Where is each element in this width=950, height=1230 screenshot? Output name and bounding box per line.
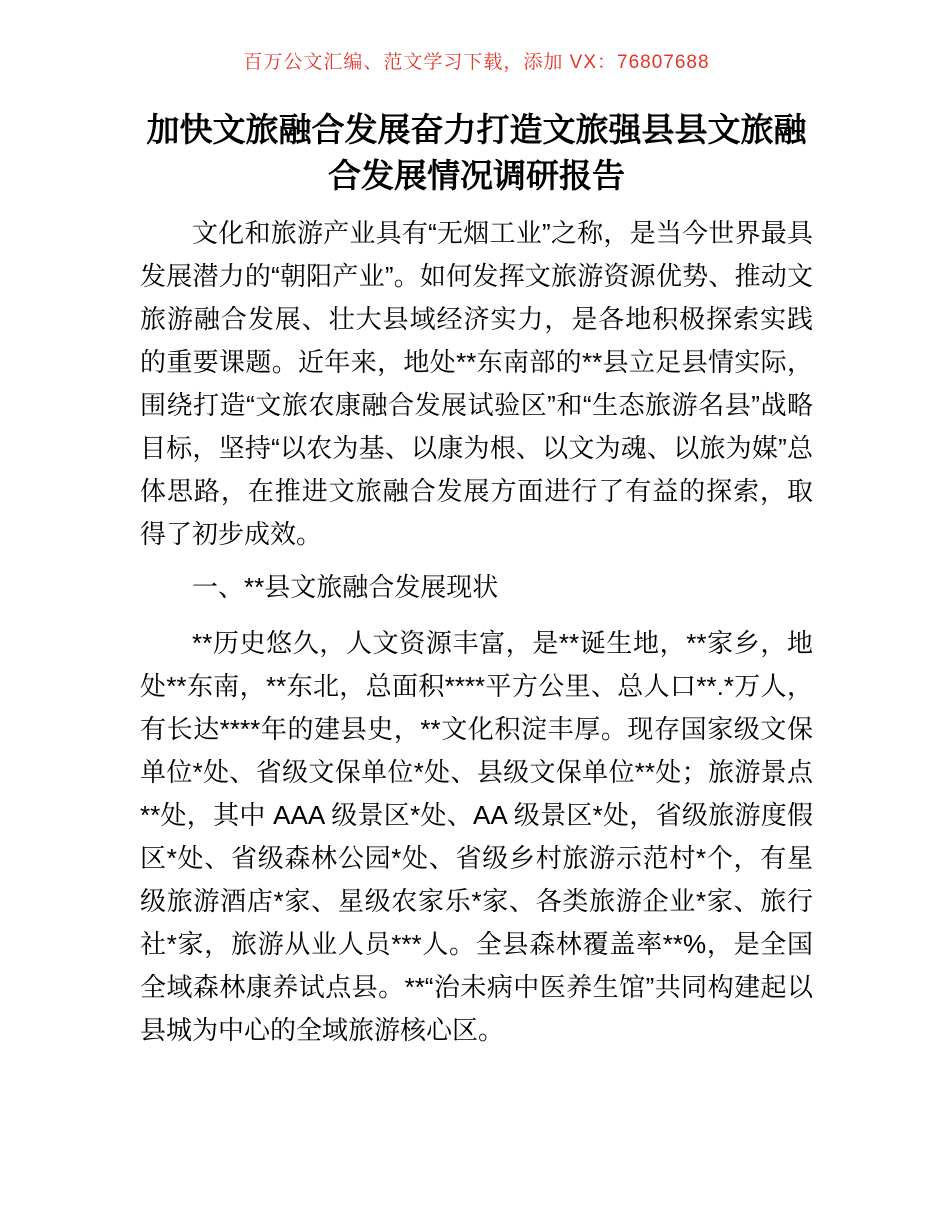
paragraph-intro: 文化和旅游产业具有“无烟工业”之称，是当今世界最具发展潜力的“朝阳产业”。如何发挥文旅游资源优势、推动文旅游融合发展、壮大县域经济实力，是各地积极探索实践的重要课题。近年来，地处**东南部的**县立足县情实际，围绕打造“文旅农康融合发展试验区”和“生态旅游名县”战略目标，坚持“以农为基、以康为根、以文为魂、以旅为媒”总体思路，在推进文旅融合发展方面进行了有益的探索，取得了初步成效。 [140, 218, 813, 549]
document-title: 加快文旅融合发展奋力打造文旅强县县文旅融合发展情况调研报告 [146, 111, 807, 194]
watermark-notice: 百万公文汇编、范文学习下载，添加 VX：76807688 [243, 52, 710, 73]
section-heading-1: 一、**县文旅融合发展现状 [192, 572, 499, 602]
paragraph-current-status: **历史悠久，人文资源丰富，是**诞生地，**家乡，地处**东南，**东北，总面积****平方公里、总人口**.*万人，有长达****年的建县史，**文化积淀丰厚。现存国家级文保单位*处、省级文保单位*处、县级文保单位**处；旅游景点**处，其中 AAA 级景区*处、AA 级景区*处，省级旅游度假区*处、省级森林公园*处、省级乡村旅游示范村*个，有星级旅游酒店*家、星级农家乐*家、各类旅游企业*家、旅行社*家，旅游从业人员***人。全县森林覆盖率**%，是全国全域森林康养试点县。**“治未病中医养生馆”共同构建起以县城为中心的全域旅游核心区。 [140, 628, 813, 1045]
